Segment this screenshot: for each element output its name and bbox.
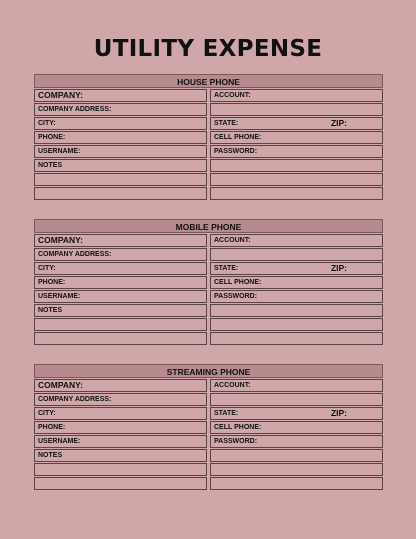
form-row xyxy=(34,276,383,289)
company-address-extra-field[interactable] xyxy=(210,393,383,406)
state-label: STATE: xyxy=(214,410,239,417)
state-label: STATE: xyxy=(214,120,239,127)
form-row xyxy=(34,187,383,200)
phone-field[interactable]: PHONE: xyxy=(34,276,207,289)
blank-field[interactable] xyxy=(34,187,207,200)
username-field[interactable]: USERNAME: xyxy=(34,290,207,303)
form-row xyxy=(34,393,383,406)
city-field[interactable]: CITY: xyxy=(34,117,207,130)
notes-field[interactable]: NOTES xyxy=(34,159,207,172)
blank-field[interactable] xyxy=(34,318,207,331)
notes-extra-field[interactable] xyxy=(210,304,383,317)
notes-extra-field[interactable] xyxy=(210,159,383,172)
form-row xyxy=(34,449,383,462)
company-address-extra-field[interactable] xyxy=(210,103,383,116)
company-field[interactable]: COMPANY: xyxy=(34,89,207,102)
phone-field[interactable]: PHONE: xyxy=(34,131,207,144)
form-row xyxy=(34,145,383,158)
password-field[interactable]: PASSWORD: xyxy=(210,290,383,303)
form-row xyxy=(34,103,383,116)
company-address-field[interactable]: COMPANY ADDRESS: xyxy=(34,248,207,261)
blank-field[interactable] xyxy=(34,477,207,490)
state-zip-field[interactable] xyxy=(210,407,383,420)
zip-label: ZIP: xyxy=(330,408,347,418)
username-field[interactable]: USERNAME: xyxy=(34,435,207,448)
cell-phone-field[interactable]: CELL PHONE: xyxy=(210,131,383,144)
form-row xyxy=(34,234,383,247)
blank-field[interactable] xyxy=(210,318,383,331)
section-mobile-phone xyxy=(34,219,383,345)
account-field[interactable]: ACCOUNT: xyxy=(210,89,383,102)
notes-extra-field[interactable] xyxy=(210,449,383,462)
blank-field[interactable] xyxy=(34,332,207,345)
form-row xyxy=(34,379,383,392)
city-field[interactable]: CITY: xyxy=(34,407,207,420)
section-streaming-phone xyxy=(34,364,383,490)
form-row xyxy=(34,463,383,476)
blank-field[interactable] xyxy=(210,463,383,476)
section-heading: MOBILE PHONE xyxy=(34,219,383,233)
notes-field[interactable]: NOTES xyxy=(34,449,207,462)
form-row xyxy=(34,332,383,345)
blank-field[interactable] xyxy=(210,187,383,200)
form-row xyxy=(34,318,383,331)
account-field[interactable]: ACCOUNT: xyxy=(210,379,383,392)
blank-field[interactable] xyxy=(34,173,207,186)
state-label: STATE: xyxy=(214,265,239,272)
state-zip-field[interactable] xyxy=(210,117,383,130)
form-row xyxy=(34,131,383,144)
section-heading: STREAMING PHONE xyxy=(34,364,383,378)
city-field[interactable]: CITY: xyxy=(34,262,207,275)
blank-field[interactable] xyxy=(210,332,383,345)
account-field[interactable]: ACCOUNT: xyxy=(210,234,383,247)
form-row xyxy=(34,159,383,172)
form-row xyxy=(34,435,383,448)
page-title: UTILITY EXPENSE xyxy=(93,36,323,62)
password-field[interactable]: PASSWORD: xyxy=(210,435,383,448)
notes-field[interactable]: NOTES xyxy=(34,304,207,317)
section-heading: HOUSE PHONE xyxy=(34,74,383,88)
cell-phone-field[interactable]: CELL PHONE: xyxy=(210,421,383,434)
password-field[interactable]: PASSWORD: xyxy=(210,145,383,158)
form-row xyxy=(34,173,383,186)
zip-label: ZIP: xyxy=(330,263,347,273)
form-row xyxy=(34,262,383,275)
company-address-extra-field[interactable] xyxy=(210,248,383,261)
blank-field[interactable] xyxy=(34,463,207,476)
form-row xyxy=(34,407,383,420)
company-field[interactable]: COMPANY: xyxy=(34,379,207,392)
company-address-field[interactable]: COMPANY ADDRESS: xyxy=(34,393,207,406)
form-row xyxy=(34,117,383,130)
blank-field[interactable] xyxy=(210,173,383,186)
company-address-field[interactable]: COMPANY ADDRESS: xyxy=(34,103,207,116)
username-field[interactable]: USERNAME: xyxy=(34,145,207,158)
cell-phone-field[interactable]: CELL PHONE: xyxy=(210,276,383,289)
form-row xyxy=(34,248,383,261)
state-zip-field[interactable] xyxy=(210,262,383,275)
zip-label: ZIP: xyxy=(330,118,347,128)
section-house-phone xyxy=(34,74,383,200)
form-row xyxy=(34,477,383,490)
phone-field[interactable]: PHONE: xyxy=(34,421,207,434)
form-row xyxy=(34,89,383,102)
company-field[interactable]: COMPANY: xyxy=(34,234,207,247)
blank-field[interactable] xyxy=(210,477,383,490)
form-row xyxy=(34,421,383,434)
form-row xyxy=(34,304,383,317)
form-row xyxy=(34,290,383,303)
